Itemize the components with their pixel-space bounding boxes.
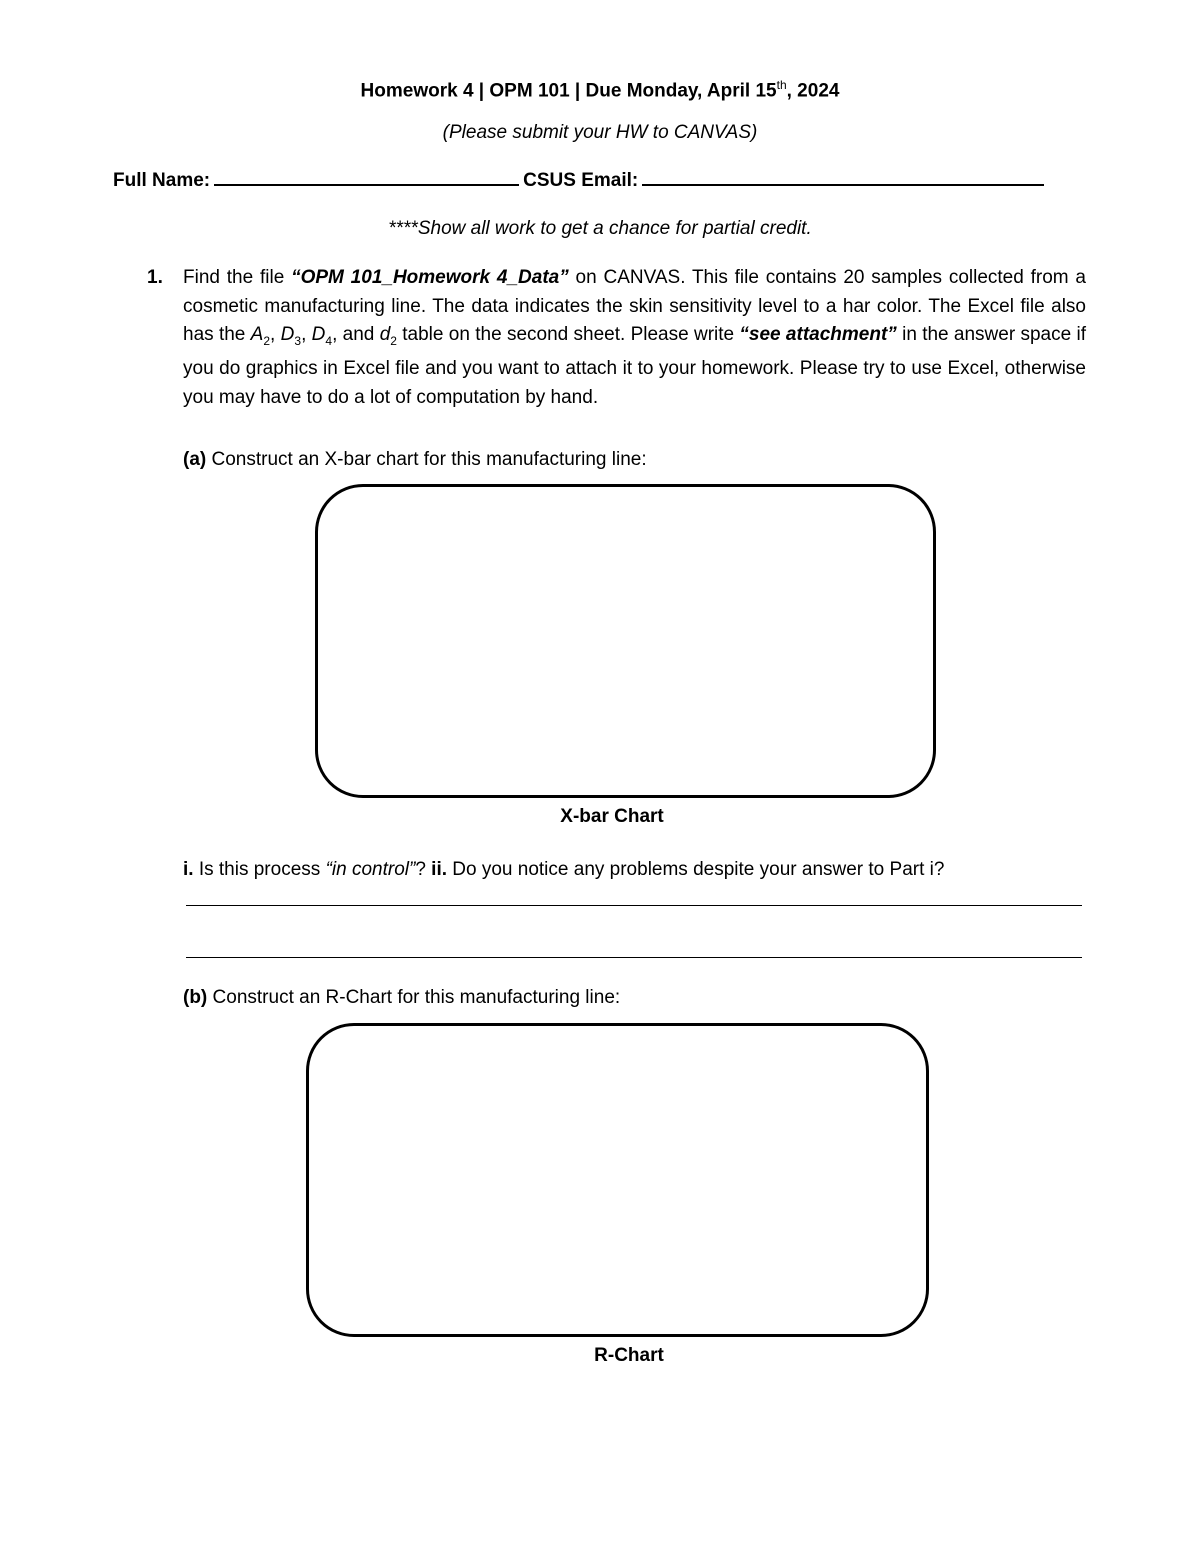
- r-chart-caption: R-Chart: [594, 1345, 664, 1366]
- name-email-line: [113, 168, 1088, 194]
- x-bar-chart-caption: X-bar Chart: [560, 806, 664, 827]
- part-b-prompt: (b) Construct an R-Chart for this manufacturing line:: [183, 987, 621, 1008]
- data-filename: “OPM 101_Homework 4_Data”: [291, 267, 569, 288]
- full-name-blank[interactable]: [214, 168, 519, 186]
- part-a-follow-up: i. Is this process “in control”? ii. Do you notice any problems despite your answer to Part i?: [183, 859, 945, 880]
- title-superscript: th: [776, 78, 787, 92]
- partial-credit-note: ****Show all work to get a chance for partial credit.: [388, 218, 812, 239]
- question-number: 1.: [147, 267, 163, 288]
- title-text: Homework 4 | OPM 101 | Due Monday, April 15: [360, 80, 777, 102]
- answer-line-1[interactable]: [186, 905, 1082, 906]
- r-chart-box[interactable]: [306, 1023, 929, 1337]
- email-label: CSUS Email:: [523, 170, 639, 191]
- page-title: [0, 72, 1200, 104]
- full-name-label: Full Name:: [113, 170, 211, 191]
- part-a-prompt: (a) Construct an X-bar chart for this manufacturing line:: [183, 449, 647, 470]
- title-year: , 2024: [786, 80, 840, 102]
- email-blank[interactable]: [642, 168, 1044, 186]
- x-bar-chart-box[interactable]: [315, 484, 936, 798]
- question-1-text: Find the file “OPM 101_Homework 4_Data” on CANVAS. This file contains 20 samples collected from a cosmetic manufacturing line. The data indicates the skin sensitivity level to a har color. The Excel file also has the $A_2$, $D_3$, $D_4$, and $d_2$ table on the second sheet. Please write “see attachment” in the answer space if you do graphics in Excel file and you want to attach it to your homework. Please try to use Excel, otherwise you may have to do a lot of computation by hand.: [183, 267, 1086, 408]
- part-b-label: (b): [183, 987, 208, 1008]
- part-a-label: (a): [183, 449, 207, 470]
- answer-line-2[interactable]: [186, 957, 1082, 958]
- submit-instruction: (Please submit your HW to CANVAS): [442, 122, 758, 143]
- see-attachment-text: “see attachment”: [739, 324, 897, 345]
